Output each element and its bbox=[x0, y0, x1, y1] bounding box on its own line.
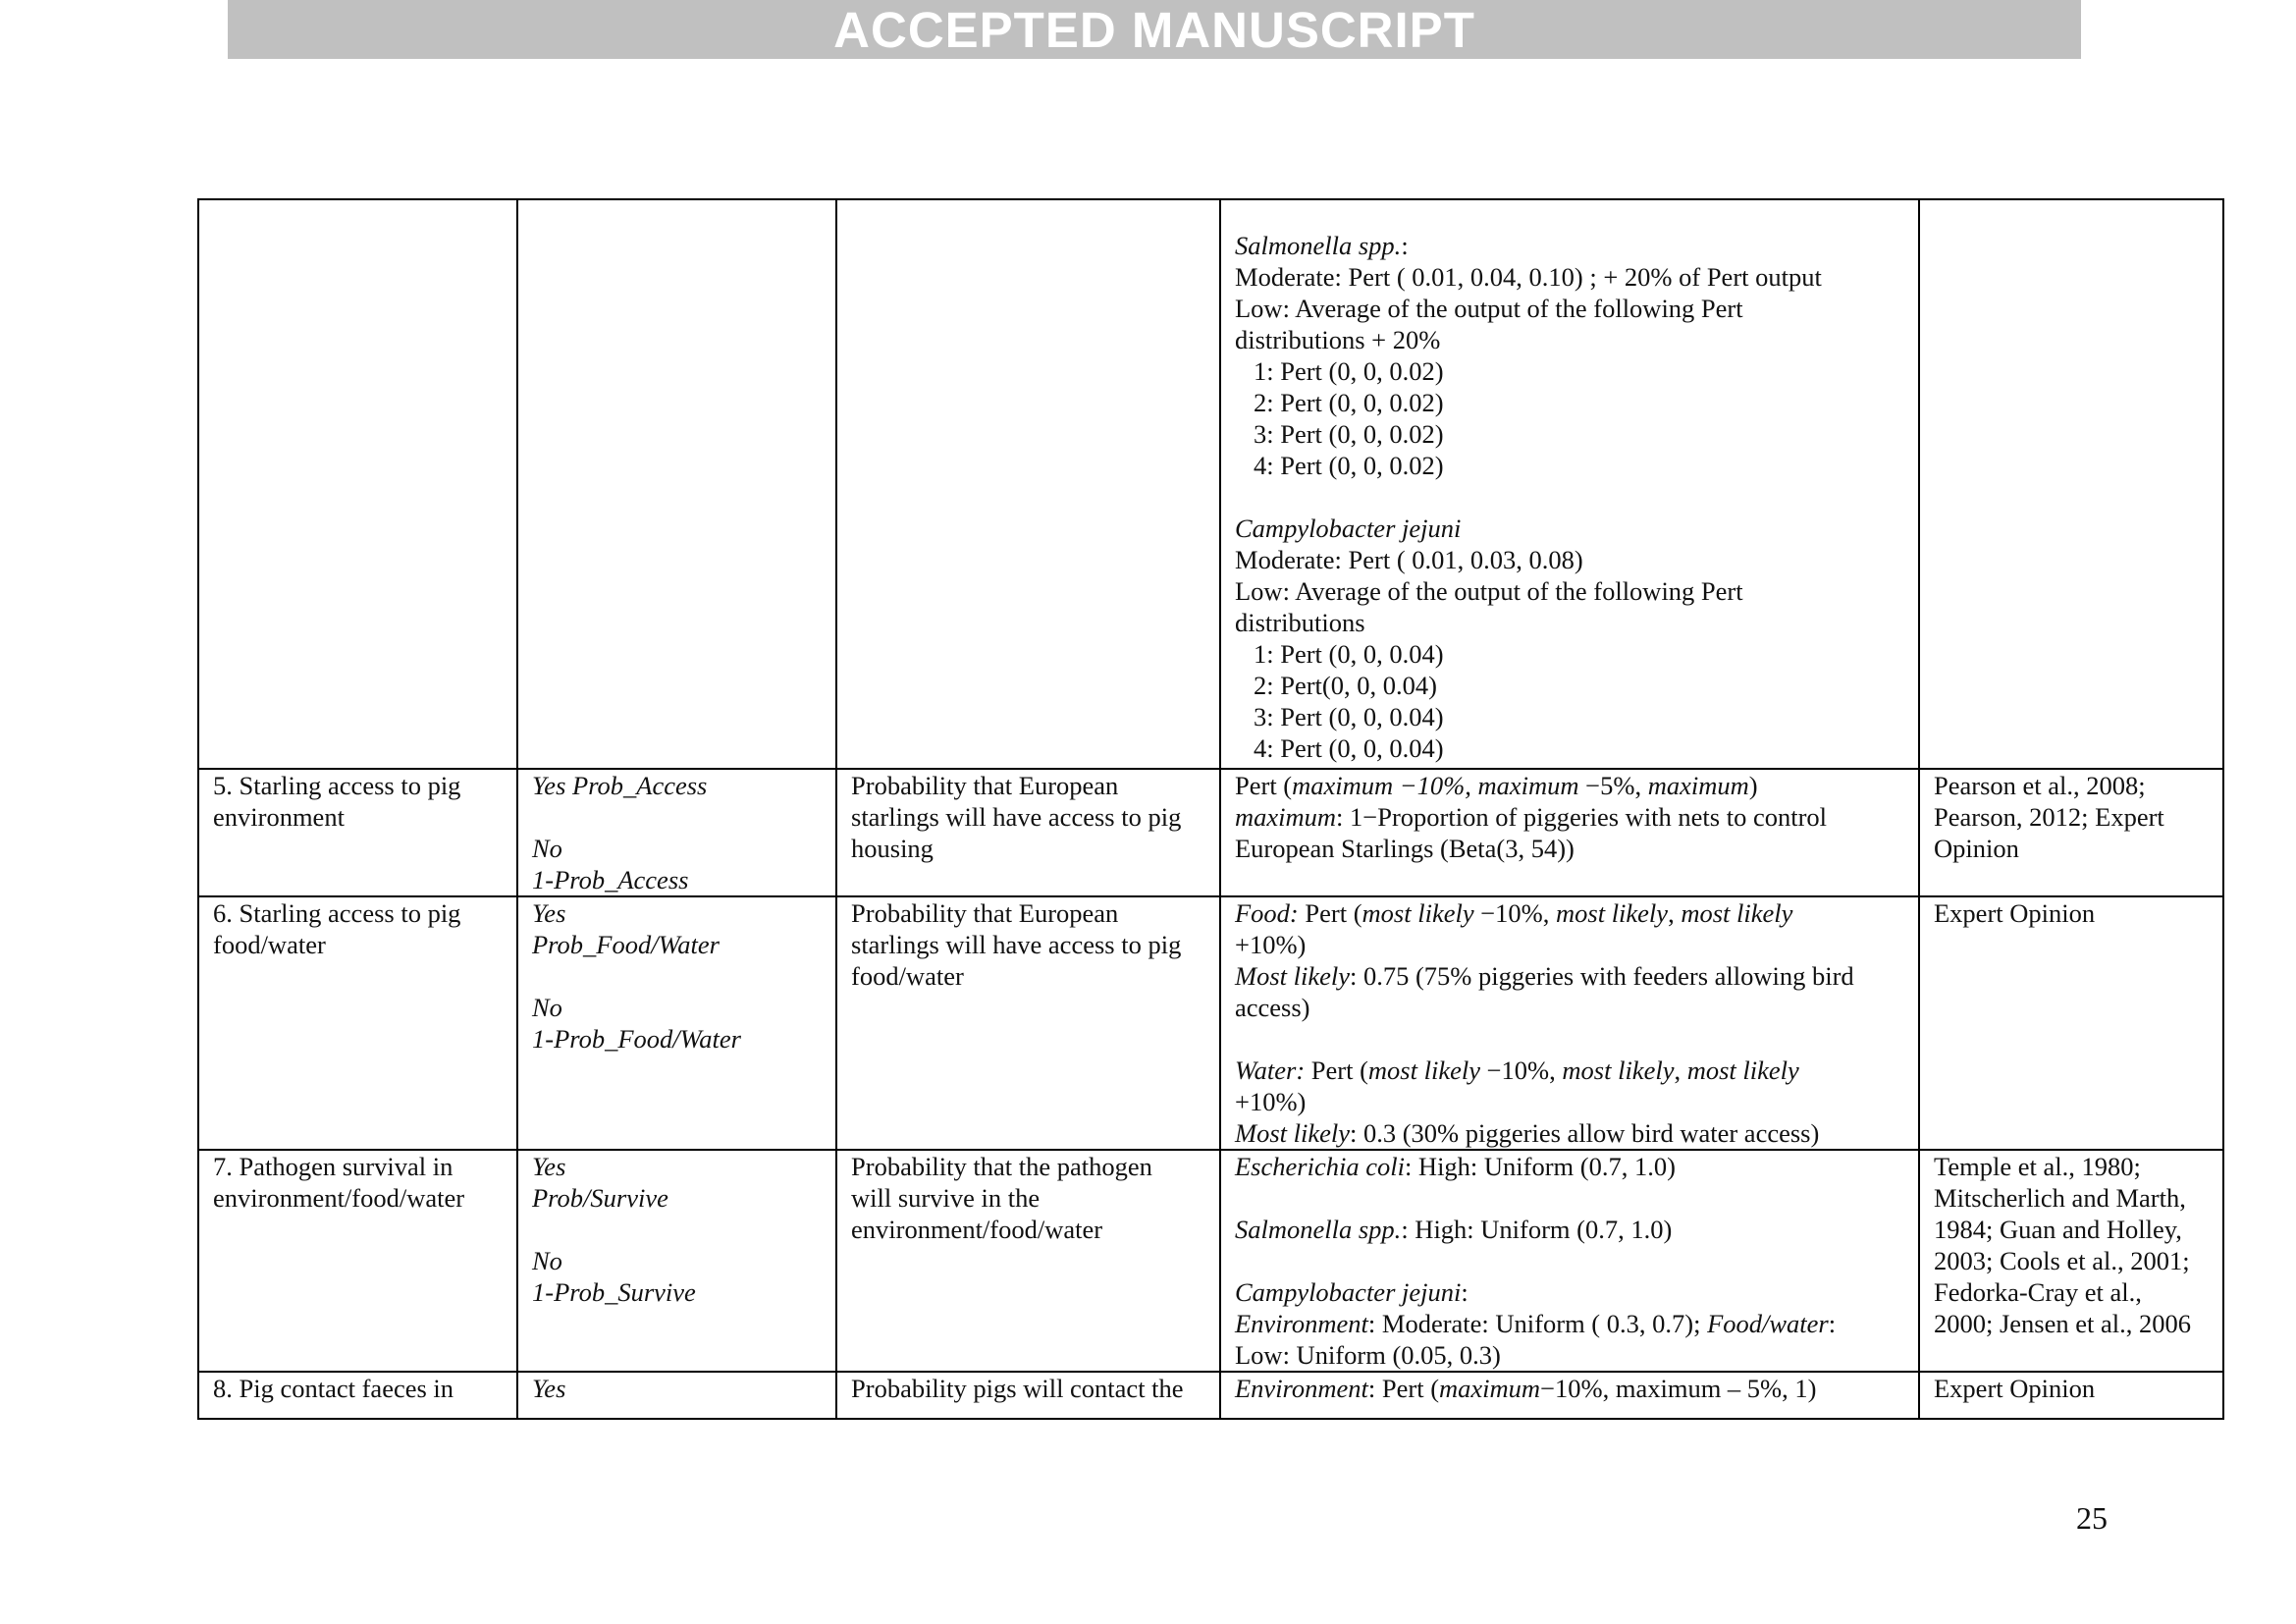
cell-description: Probability pigs will contact the bbox=[836, 1372, 1220, 1419]
cell-distribution: Pert (maximum −10%, maximum −5%, maximum) maximum: 1−Proportion of piggeries with nets to control European Starlings (Beta(3, 54)) bbox=[1220, 769, 1919, 896]
salmonella-pert-4: 4: Pert (0, 0, 0.02) bbox=[1254, 451, 1444, 480]
accepted-manuscript-banner bbox=[228, 0, 2081, 59]
cell-reference: Pearson et al., 2008; Pearson, 2012; Expert Opinion bbox=[1919, 769, 2223, 896]
salmonella-moderate: Moderate: Pert ( 0.01, 0.04, 0.10) ; + 20% of Pert output bbox=[1235, 262, 1822, 292]
cell-reference-empty bbox=[1919, 199, 2223, 769]
cell-description: Probability that the pathogen will survive in the environment/food/water bbox=[836, 1150, 1220, 1372]
cell-reference: Expert Opinion bbox=[1919, 896, 2223, 1150]
table-row-8 bbox=[198, 1372, 2223, 1419]
cell-description: Probability that European starlings will have access to pig housing bbox=[836, 769, 1220, 896]
cell-outcome: Yes bbox=[517, 1372, 836, 1419]
cell-outcome: Yes Prob_Food/Water No 1-Prob_Food/Water bbox=[517, 896, 836, 1150]
salmonella-low-line2: distributions + 20% bbox=[1235, 325, 1441, 354]
cell-description-empty bbox=[836, 199, 1220, 769]
cell-node: 6. Starling access to pig food/water bbox=[198, 896, 517, 1150]
risk-parameter-table bbox=[197, 198, 2224, 1420]
salmonella-pert-3: 3: Pert (0, 0, 0.02) bbox=[1254, 419, 1444, 449]
cell-distribution: Environment: Pert (maximum−10%, maximum – 5%, 1) bbox=[1220, 1372, 1919, 1419]
cell-outcome-empty bbox=[517, 199, 836, 769]
cell-reference: Expert Opinion bbox=[1919, 1372, 2223, 1419]
campylobacter-low-line2: distributions bbox=[1235, 608, 1365, 637]
salmonella-low-line1: Low: Average of the output of the following Pert bbox=[1235, 294, 1743, 323]
salmonella-pert-1: 1: Pert (0, 0, 0.02) bbox=[1254, 356, 1444, 386]
table-row-7 bbox=[198, 1150, 2223, 1372]
campylobacter-pert-4: 4: Pert (0, 0, 0.04) bbox=[1254, 733, 1444, 763]
campylobacter-pert-2: 2: Pert(0, 0, 0.04) bbox=[1254, 671, 1437, 700]
page-number: 25 bbox=[2076, 1500, 2108, 1536]
cell-node: 5. Starling access to pig environment bbox=[198, 769, 517, 896]
banner-text: ACCEPTED MANUSCRIPT bbox=[833, 1, 1475, 58]
salmonella-name: Salmonella spp. bbox=[1235, 231, 1402, 260]
cell-distribution: Salmonella spp.: Moderate: Pert ( 0.01, 0.04, 0.10) ; + 20% of Pert output Low: Average of the output of the following Pert distributions + 20% 1: Pert (0, 0, 0.02) 2: Pert (0, 0, 0.02) 3: Pert (0, 0, 0.02) 4: Pert (0, 0, 0.02) Campylobacter jejuni Moderate: Pert ( 0.01, 0.03, 0.08) Low: Average of the output of the following Pert distributions 1: Pert (0, 0, 0.04) 2: Pert(0, 0, 0.04) 3: Pert (0, 0, 0.04) 4: Pert (0, 0, 0.04) bbox=[1220, 199, 1919, 769]
campylobacter-low-line1: Low: Average of the output of the following Pert bbox=[1235, 576, 1743, 606]
cell-reference: Temple et al., 1980; Mitscherlich and Marth, 1984; Guan and Holley, 2003; Cools et al., 2001; Fedorka-Cray et al., 2000; Jensen et al., 2006 bbox=[1919, 1150, 2223, 1372]
table-row-continuation bbox=[198, 199, 2223, 769]
campylobacter-pert-1: 1: Pert (0, 0, 0.04) bbox=[1254, 639, 1444, 669]
cell-distribution: Escherichia coli: High: Uniform (0.7, 1.0) Salmonella spp.: High: Uniform (0.7, 1.0) Campylobacter jejuni: Environment: Moderate: Uniform ( 0.3, 0.7); Food/water: Low: Uniform (0.05, 0.3) bbox=[1220, 1150, 1919, 1372]
cell-node: 7. Pathogen survival in environment/food/water bbox=[198, 1150, 517, 1372]
cell-outcome: Yes Prob/Survive No 1-Prob_Survive bbox=[517, 1150, 836, 1372]
salmonella-pert-2: 2: Pert (0, 0, 0.02) bbox=[1254, 388, 1444, 417]
cell-node: 8. Pig contact faeces in bbox=[198, 1372, 517, 1419]
cell-description: Probability that European starlings will have access to pig food/water bbox=[836, 896, 1220, 1150]
campylobacter-moderate: Moderate: Pert ( 0.01, 0.03, 0.08) bbox=[1235, 545, 1583, 574]
table-row-6 bbox=[198, 896, 2223, 1150]
campylobacter-pert-3: 3: Pert (0, 0, 0.04) bbox=[1254, 702, 1444, 731]
campylobacter-name: Campylobacter jejuni bbox=[1235, 514, 1462, 543]
cell-outcome: Yes Prob_Access No 1-Prob_Access bbox=[517, 769, 836, 896]
cell-node-empty bbox=[198, 199, 517, 769]
table-row-5 bbox=[198, 769, 2223, 896]
cell-distribution: Food: Pert (most likely −10%, most likely, most likely +10%) Most likely: 0.75 (75% piggeries with feeders allowing bird access) Water: Pert (most likely −10%, most likely, most likely +10%) Most likely: 0.3 (30% piggeries allow bird water access) bbox=[1220, 896, 1919, 1150]
